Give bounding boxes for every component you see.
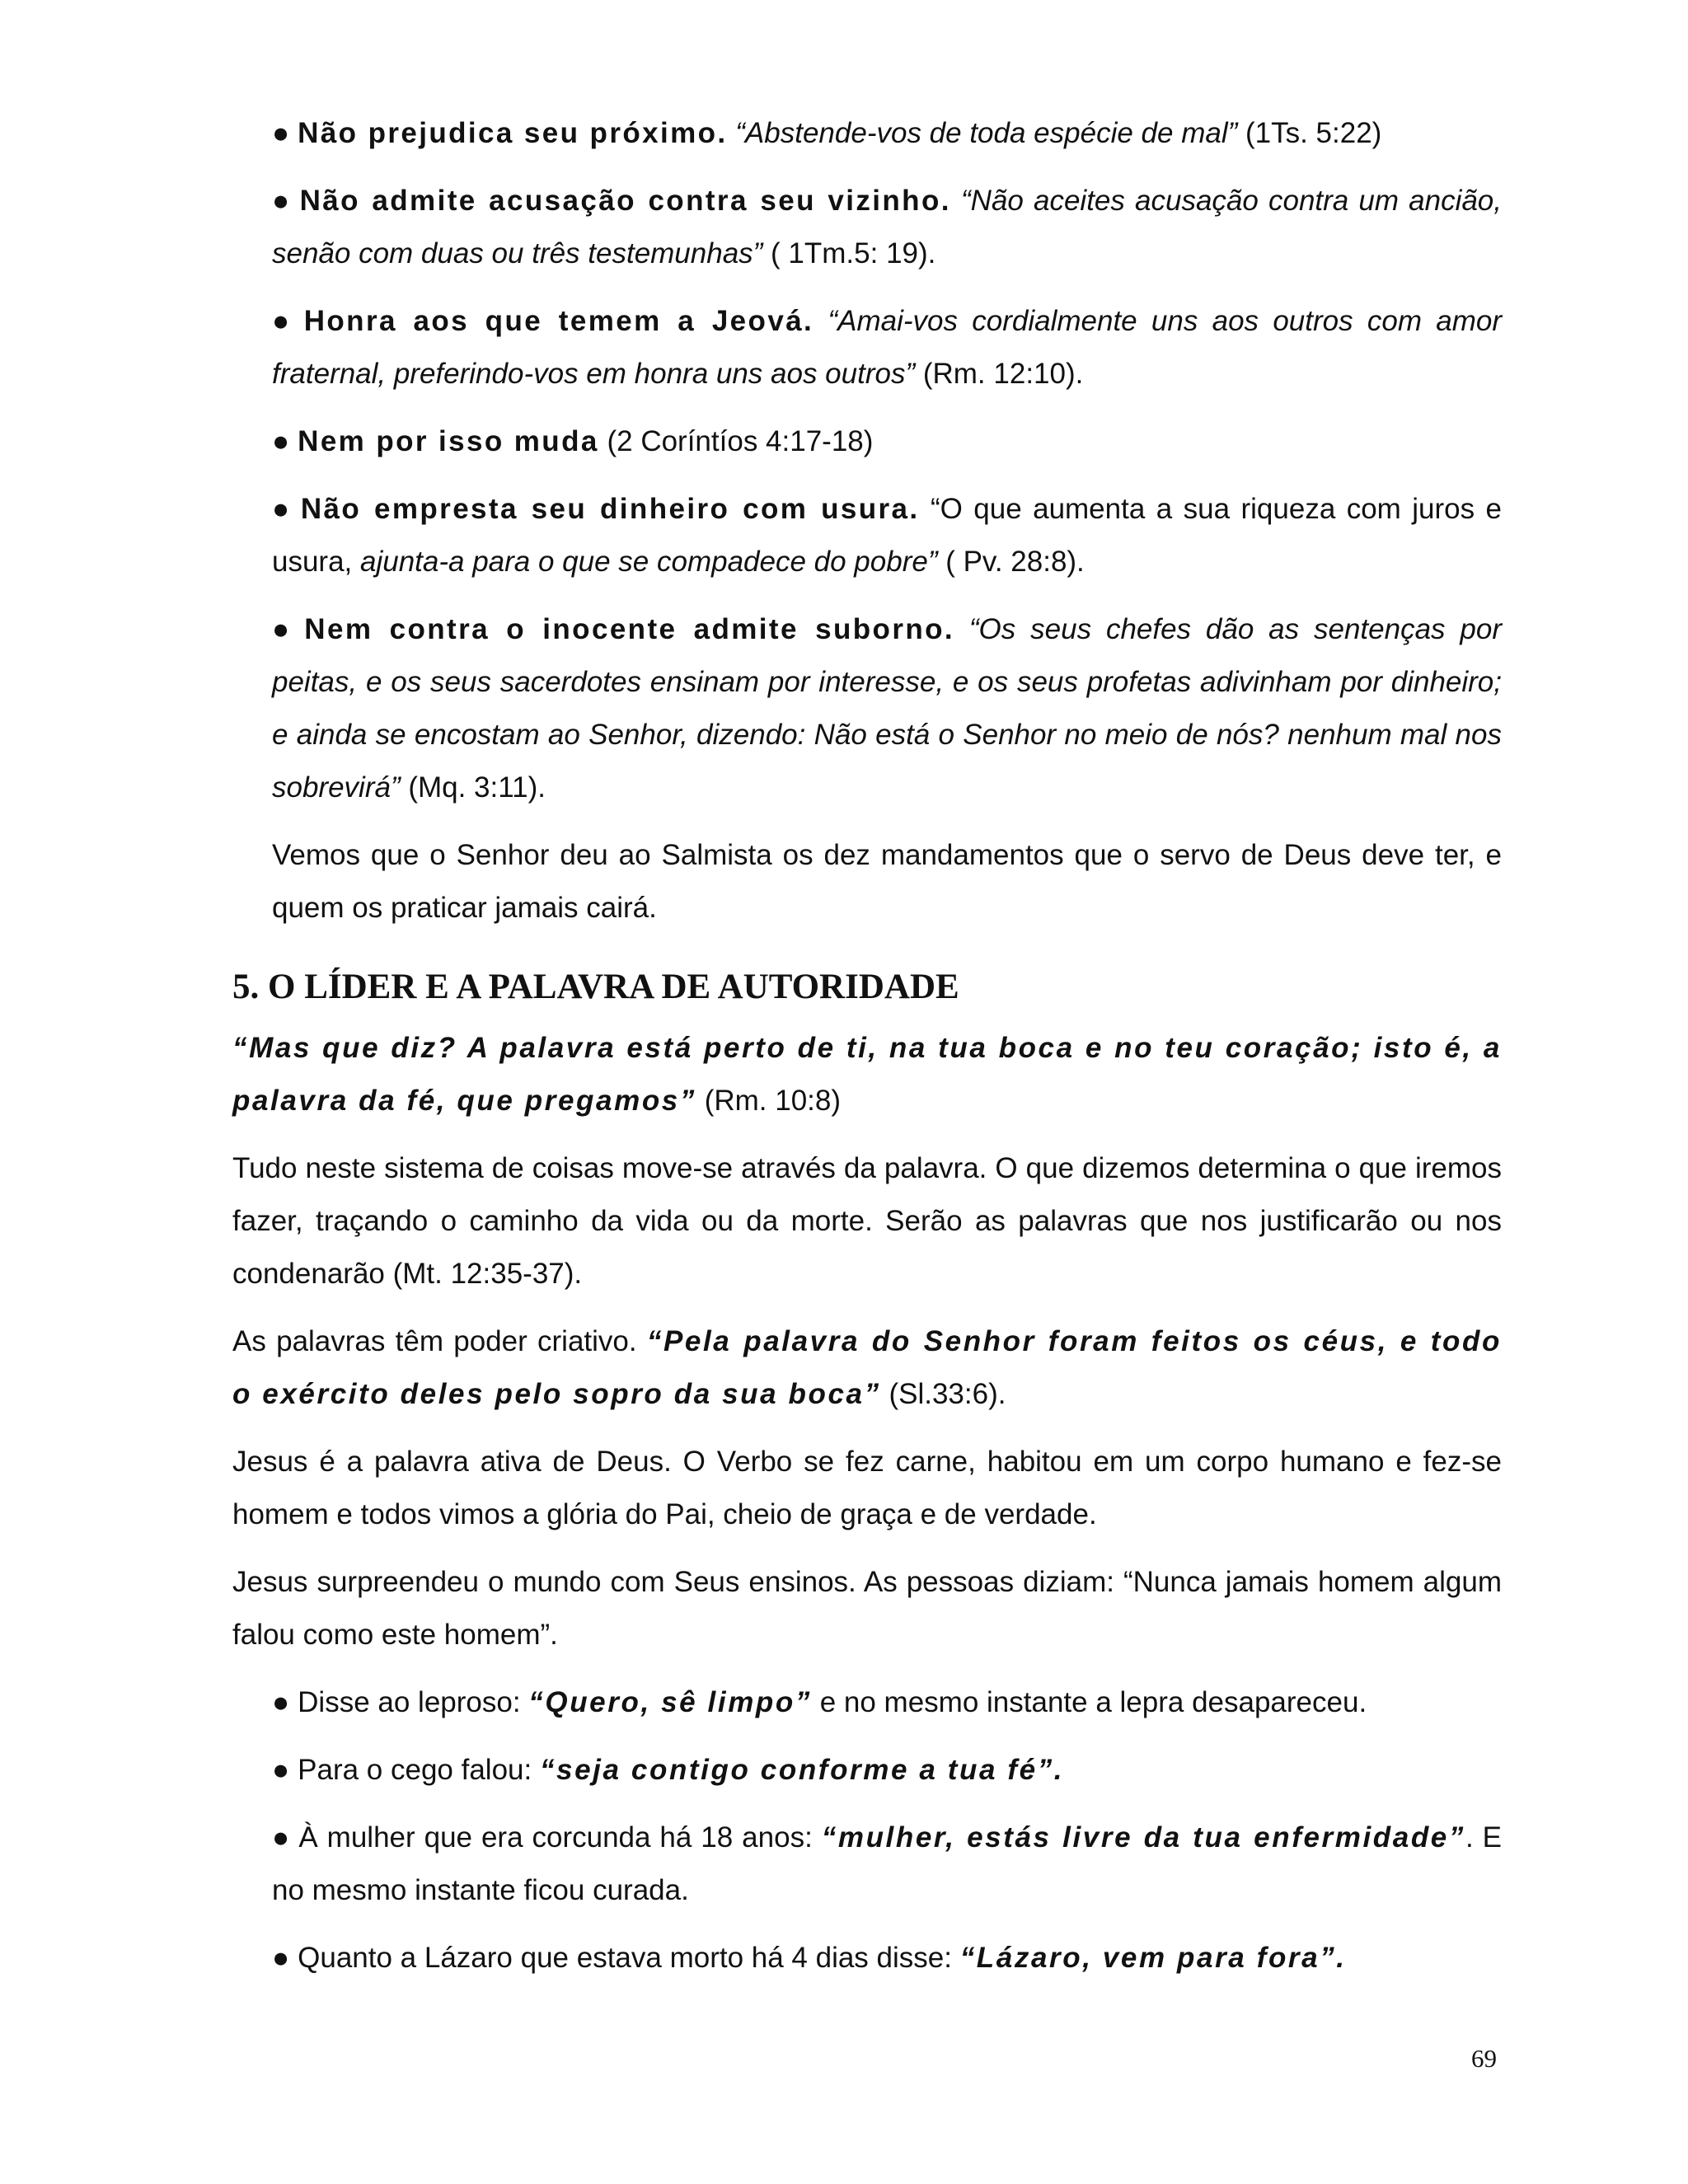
bullet-quote: ajunta-a para o que se compadece do pobre”	[360, 546, 938, 578]
bullet-reference: (Rm. 12:10).	[915, 358, 1084, 390]
bullet-item	[272, 107, 1502, 160]
bullet-quote: “Lázaro, vem para fora”.	[959, 1942, 1347, 1974]
epigraph-reference: (Rm. 10:8)	[696, 1085, 842, 1117]
bullet-quote: “Abstende-vos de toda espécie de mal”	[735, 117, 1238, 149]
bullet-quote: “Amai-vos cordialmente uns aos outros com amor fraternal, preferindo-vos em honra uns aos outros”	[272, 305, 1503, 390]
bullet-icon: ●	[272, 613, 297, 645]
page-body	[232, 107, 1502, 1999]
bullet-item	[272, 483, 1502, 588]
bullet-icon: ●	[272, 1754, 290, 1786]
bullet-reference: (2 Coríntíos 4:17-18)	[607, 425, 874, 457]
bullet-quote: “mulher, estás livre da tua enfermidade”	[821, 1821, 1465, 1854]
bullet-icon: ●	[272, 1942, 290, 1974]
bullet-icon: ●	[272, 425, 290, 457]
paragraph: Jesus é a palavra ativa de Deus. O Verbo se fez carne, habitou em um corpo humano e fez-se homem e todos vimos a glória do Pai, cheio de graça e de verdade.	[232, 1446, 1502, 1530]
bullet-reference: (1Ts. 5:22)	[1237, 117, 1382, 149]
bullet-bold-text: Não prejudica seu próximo.	[298, 117, 728, 149]
paragraph: Jesus surpreendeu o mundo com Seus ensinos. As pessoas diziam: “Nunca jamais homem algum falou como este homem”.	[232, 1566, 1502, 1651]
bullet-bold-text: Não admite acusação contra seu vizinho.	[299, 185, 951, 217]
bullet-reference: ( 1Tm.5: 19).	[762, 237, 936, 269]
bullet-icon: ●	[272, 185, 292, 217]
bullet-quote: “Não aceites acusação contra um ancião, senão com duas ou três testemunhas”	[272, 185, 1503, 269]
bullet-item	[272, 175, 1502, 280]
section-heading: 5. O LÍDER E A PALAVRA DE AUTORIDADE	[232, 968, 959, 1006]
epigraph-quote: “Mas que diz? A palavra está perto de ti, na tua boca e no teu coração; isto é, a palavra da fé, que pregamos”	[232, 1032, 1502, 1117]
bullet-bold-text: Nem por isso muda	[298, 425, 599, 457]
bullet-icon: ●	[272, 1686, 290, 1718]
bullet-bold-text: Nem contra o inocente admite suborno.	[304, 613, 955, 645]
paragraph: Tudo neste sistema de coisas move-se através da palavra. O que dizemos determina o que iremos fazer, traçando o caminho da vida ou da morte. Serão as palavras que nos justificarão ou nos condenarão (Mt. 12:35-37).	[232, 1152, 1502, 1290]
bullet-quote: “seja contigo conforme a tua fé”.	[539, 1754, 1065, 1786]
bullet-item: ● Quanto a Lázaro que estava morto há 4 dias disse: “Lázaro, vem para fora”.	[272, 1942, 1347, 1974]
bullet-icon: ●	[272, 117, 290, 149]
bullet-bold-text: Honra aos que temem a Jeová.	[303, 305, 814, 337]
summary-paragraph: Vemos que o Senhor deu ao Salmista os dez mandamentos que o servo de Deus deve ter, e quem os praticar jamais cairá.	[272, 839, 1502, 924]
bullet-bold-text: Não empresta seu dinheiro com usura.	[300, 493, 920, 525]
bullet-item: ● Para o cego falou: “seja contigo conforme a tua fé”.	[272, 1754, 1065, 1786]
bullet-item: ● À mulher que era corcunda há 18 anos: “mulher, estás livre da tua enfermidade”. E no mesmo instante ficou curada.	[272, 1821, 1502, 1906]
bullet-quote: “Os seus chefes dão as sentenças por peitas, e os seus sacerdotes ensinam por interesse, e os seus profetas adivinham por dinheiro; e ainda se encostam ao Senhor, dizendo: Não está o Senhor no meio de nós? nenhum mal nos sobrevirá”	[272, 613, 1503, 804]
bullet-icon: ●	[272, 1821, 291, 1854]
page-number: 69	[1471, 2044, 1497, 2073]
bullet-item: ● Disse ao leproso: “Quero, sê limpo” e no mesmo instante a lepra desapareceu.	[272, 1686, 1367, 1718]
bullet-item	[272, 415, 1502, 468]
bullet-item	[272, 603, 1502, 814]
paragraph-quote: “Pela palavra do Senhor foram feitos os céus, e todo o exército deles pelo sopro da sua boca”	[232, 1325, 1502, 1410]
bullet-reference: (Mq. 3:11).	[400, 771, 546, 804]
bullet-quote-plain: “O que aumenta a sua riqueza com juros e usura,	[272, 493, 1503, 578]
bullet-reference: ( Pv. 28:8).	[937, 546, 1085, 578]
epigraph	[232, 1022, 1502, 1127]
paragraph-reference: (Sl.33:6).	[880, 1378, 1006, 1410]
bullet-quote: “Quero, sê limpo”	[528, 1686, 812, 1718]
bullet-icon: ●	[272, 305, 296, 337]
paragraph: As palavras têm poder criativo. “Pela palavra do Senhor foram feitos os céus, e todo o exército deles pelo sopro da sua boca” (Sl.33:6).	[232, 1325, 1502, 1410]
bullet-icon: ●	[272, 493, 293, 525]
bullet-item	[272, 295, 1502, 401]
